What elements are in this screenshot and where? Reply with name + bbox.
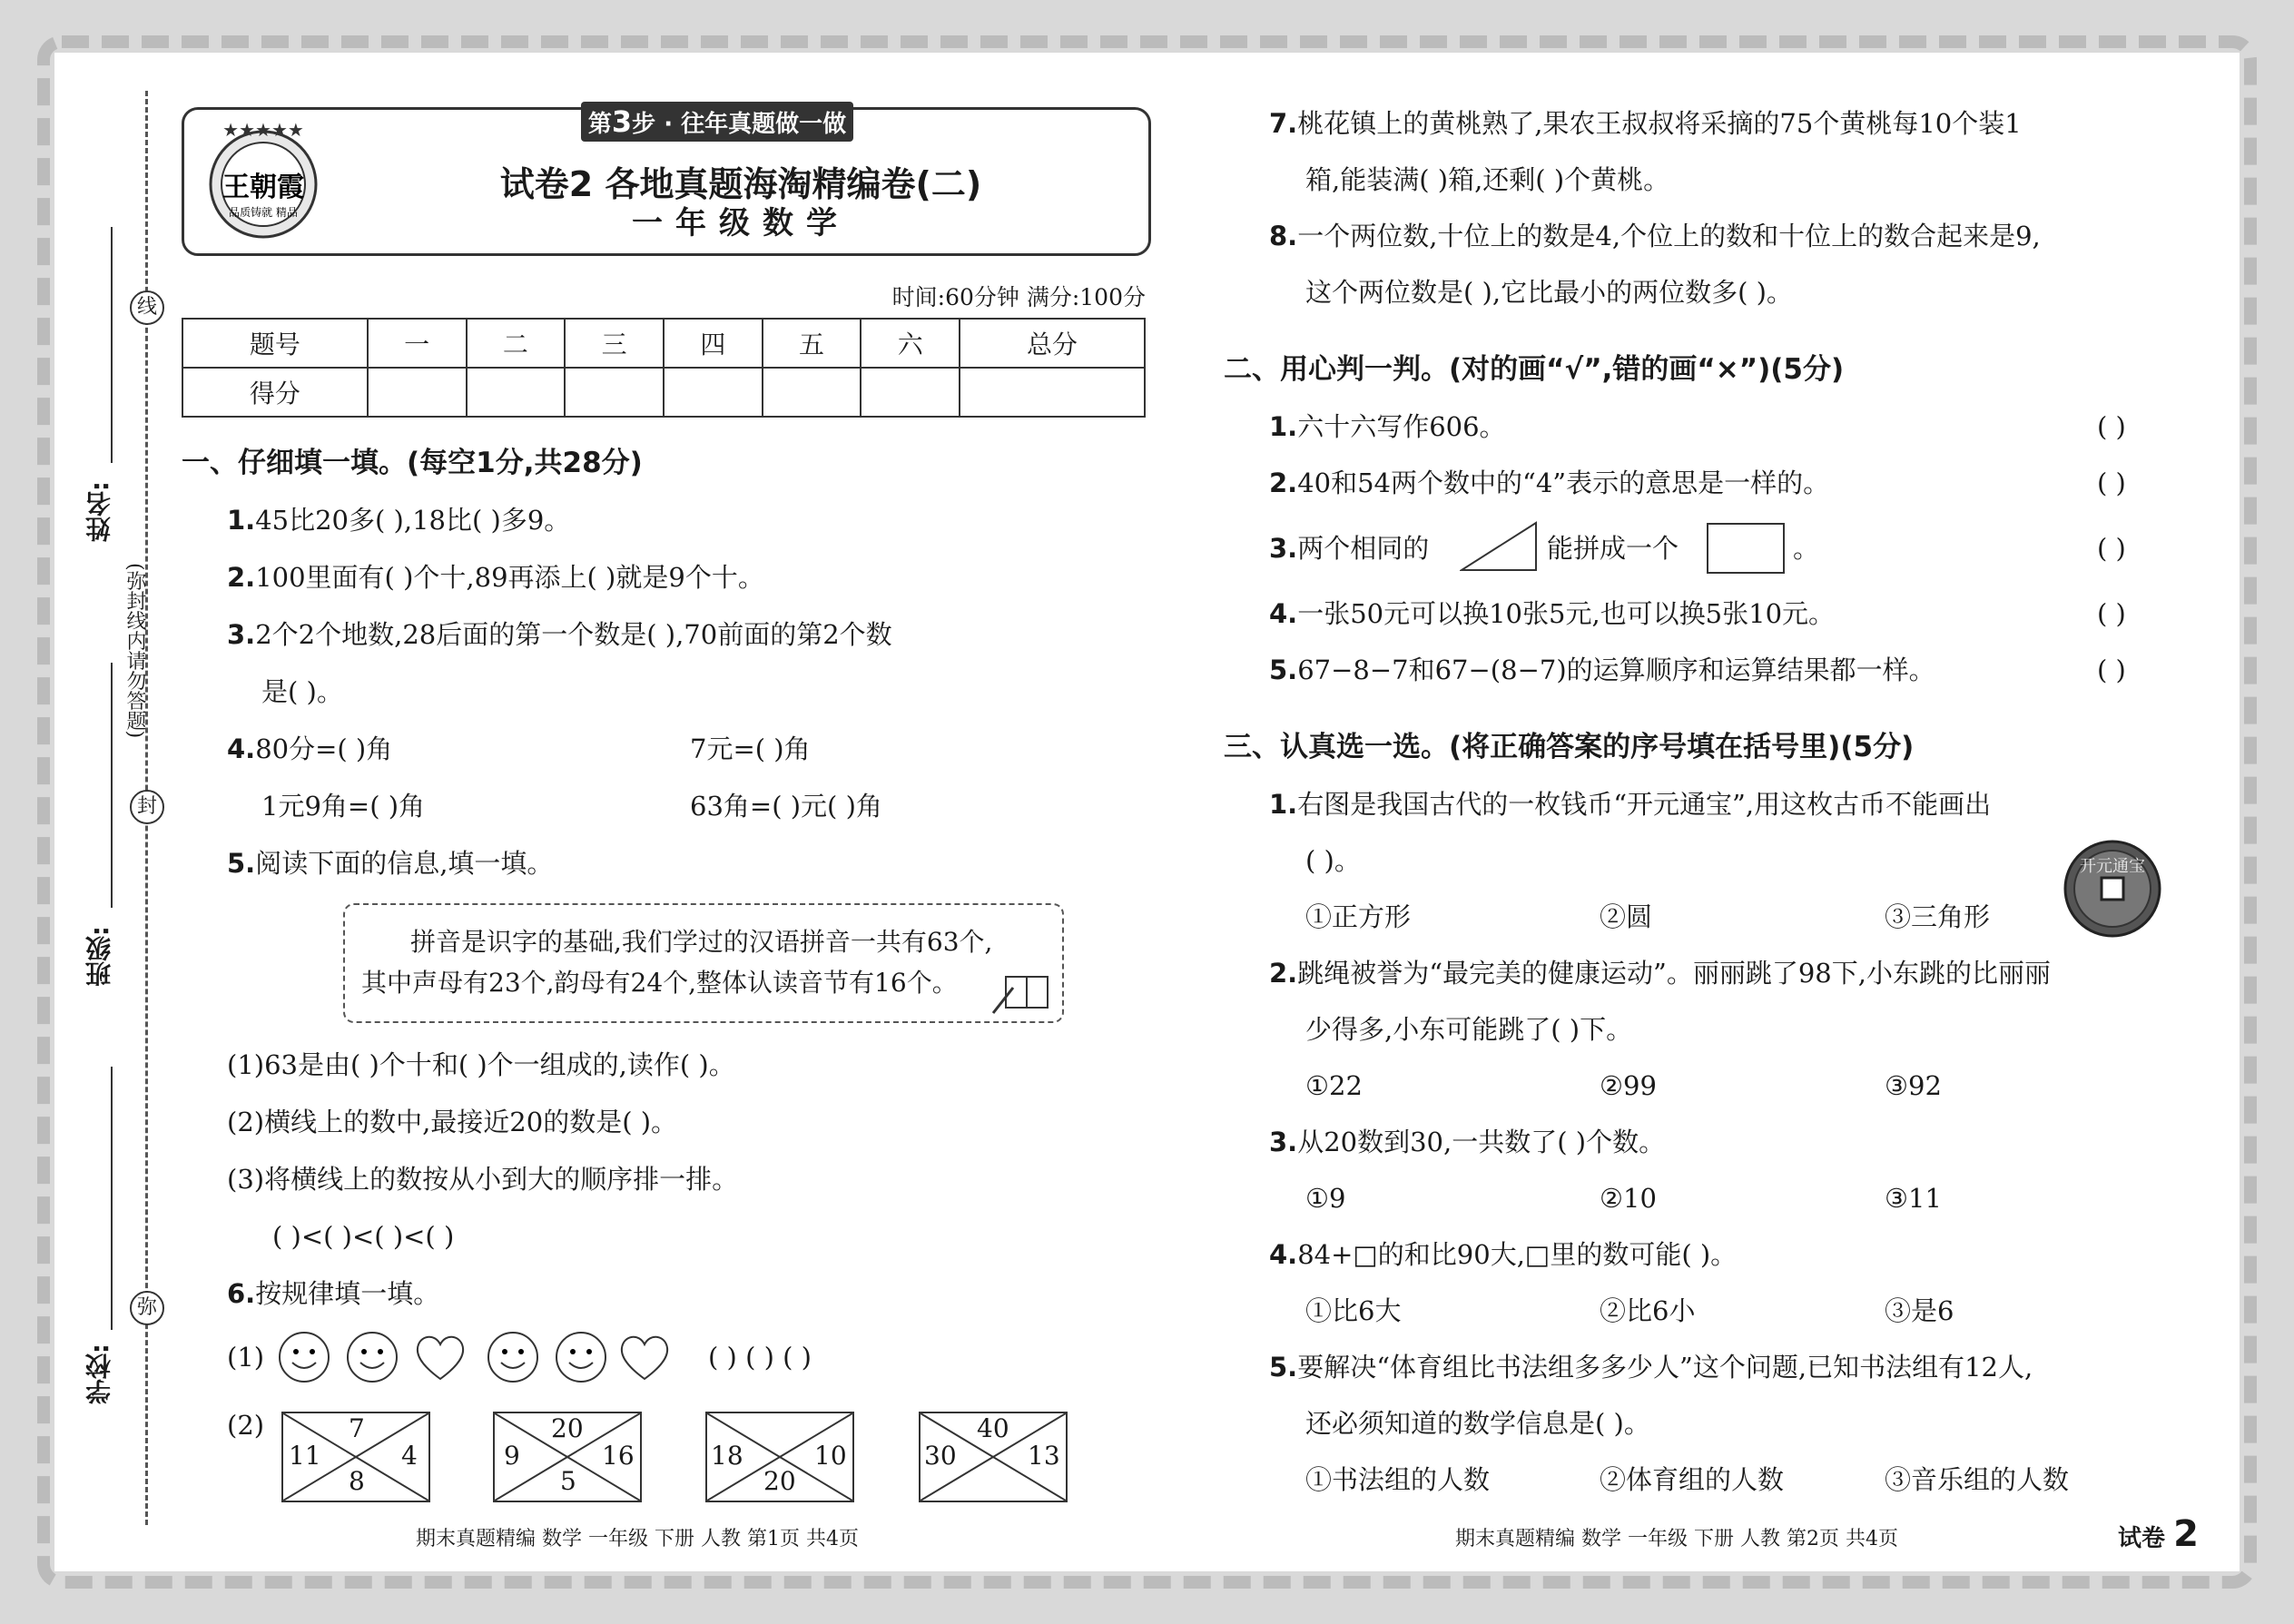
s3-q1-cont: ( )。: [1305, 845, 1361, 876]
s2-q1: 1.六十六写作606。: [1269, 411, 1506, 442]
s1-q3-cont: 是( )。: [261, 676, 343, 707]
svg-text:★★★★★: ★★★★★: [222, 119, 304, 141]
s1-q4d: 63角=( )元( )角: [690, 791, 882, 822]
s3-q4-opt3[interactable]: ③是6: [1885, 1295, 1954, 1326]
s3-q5: 5.要解决“体育组比书法组多多少人”这个问题,已知书法组有12人,: [1269, 1352, 2033, 1383]
section2-title: 二、用心判一判。(对的画“√”,错的画“×”)(5分): [1224, 353, 1845, 386]
s2-q3: 3.两个相同的: [1269, 533, 1430, 564]
class-line[interactable]: [111, 663, 113, 908]
s2-q2: 2.40和54两个数中的“4”表示的意思是一样的。: [1269, 468, 1830, 498]
s2-q4: 4.一张50元可以换10张5元,也可以换5张10元。: [1269, 598, 1836, 629]
s2-q3-mid: 能拼成一个: [1547, 533, 1679, 564]
svg-text:开元通宝: 开元通宝: [2080, 857, 2145, 876]
s1-q4c: 1元9角=( )角: [261, 791, 426, 822]
s1-q5-3: (3)将横线上的数按从小到大的顺序排一排。: [227, 1164, 739, 1195]
coin-icon: [2063, 839, 2162, 939]
s1-q2: 2.100里面有( )个十,89再添上( )就是9个十。: [227, 562, 764, 593]
s2-q5-answer[interactable]: ( ): [2097, 655, 2126, 685]
school-line[interactable]: [111, 1067, 113, 1330]
footer-left: 期末真题精编 数学 一年级 下册 人教 第1页 共4页: [416, 1528, 859, 1550]
s3-q3-opt3[interactable]: ③11: [1885, 1183, 1942, 1214]
s3-q4-opt1[interactable]: ①比6大: [1305, 1295, 1402, 1326]
score-table: 题号 一 二 三 四 五 六 总分 得分: [182, 318, 1146, 418]
time-score-info: 时间:60分钟 满分:100分: [891, 284, 1146, 310]
s1-q1: 1.45比20多( ),18比( )多9。: [227, 505, 571, 536]
info-line2: 其中声母有23个,韵母有24个,整体认读音节有16个。: [361, 968, 958, 998]
section1-title: 一、仔细填一填。(每空1分,共28分): [182, 447, 643, 479]
s2-q2-answer[interactable]: ( ): [2097, 468, 2126, 498]
rectangle-icon: [1707, 523, 1785, 574]
s3-q4: 4.84+□的和比90大,□里的数可能( )。: [1269, 1239, 1738, 1270]
s1-q6-1-label: (1): [227, 1342, 265, 1373]
logo-name: 王朝霞: [222, 172, 304, 203]
section3-title: 三、认真选一选。(将正确答案的序号填在括号里)(5分): [1224, 731, 1915, 763]
s1-q6-1-blanks: ( ) ( ) ( ): [708, 1342, 812, 1373]
paper-subtitle: 一年级数学: [632, 205, 850, 241]
logo-motto: 品质铸就 精品: [229, 206, 298, 219]
s3-q1-opt3[interactable]: ③三角形: [1885, 901, 1991, 932]
s2-q4-answer[interactable]: ( ): [2097, 598, 2126, 629]
s3-q2-opt3[interactable]: ③92: [1885, 1070, 1942, 1101]
heart-icon: [617, 1330, 672, 1384]
s3-q5-cont: 还必须知道的数学信息是( )。: [1305, 1408, 1650, 1439]
s1-q8-cont: 这个两位数是( ),它比最小的两位数多( )。: [1305, 277, 1793, 308]
book-pencil-icon: [989, 969, 1062, 1017]
info-line1: 拼音是识字的基础,我们学过的汉语拼音一共有63个,: [410, 927, 993, 957]
s3-q1-opt1[interactable]: ①正方形: [1305, 901, 1412, 932]
s1-q3: 3.2个2个地数,28后面的第一个数是( ),70前面的第2个数: [227, 619, 892, 650]
logo: [191, 116, 336, 243]
s1-q5-2: (2)横线上的数中,最接近20的数是( )。: [227, 1107, 678, 1137]
s3-q2-opt1[interactable]: ①22: [1305, 1070, 1363, 1101]
s1-q7-cont: 箱,能装满( )箱,还剩( )个黄桃。: [1305, 164, 1670, 195]
s3-q3-opt1[interactable]: ①9: [1305, 1183, 1346, 1214]
heart-icon: [413, 1330, 468, 1384]
s2-q3-end: 。: [1793, 533, 1820, 564]
s2-q1-answer[interactable]: ( ): [2097, 411, 2126, 442]
s1-q8: 8.一个两位数,十位上的数是4,个位上的数和十位上的数合起来是9,: [1269, 221, 2041, 251]
smiley-icon: [277, 1330, 331, 1384]
footer-right: 期末真题精编 数学 一年级 下册 人教 第2页 共4页: [1455, 1528, 1898, 1550]
school-label: 学校:: [84, 1343, 114, 1405]
s1-q6: 6.按规律填一填。: [227, 1278, 440, 1309]
s1-q7: 7.桃花镇上的黄桃熟了,果农王叔叔将采摘的75个黄桃每10个装1: [1269, 108, 2022, 139]
envelope-2: 20 9 16 5: [493, 1412, 642, 1502]
s2-q3-answer[interactable]: ( ): [2097, 533, 2126, 564]
s1-q5-1: (1)63是由( )个十和( )个一组成的,读作( )。: [227, 1049, 735, 1080]
paper-title: 试卷2 各地真题海淘精编卷(二): [499, 164, 982, 204]
triangle-icon: [1460, 521, 1538, 572]
seal-mark-seal: 封: [130, 790, 164, 824]
class-label: 班级:: [84, 926, 114, 988]
smiley-icon: [554, 1330, 608, 1384]
pinyin-info-box: [343, 903, 1064, 1023]
paper-number: 试卷 2: [2118, 1513, 2199, 1555]
s3-q1: 1.右图是我国古代的一枚钱币“开元通宝”,用这枚古币不能画出: [1269, 789, 1992, 820]
name-label: 姓名:: [84, 481, 114, 543]
name-line[interactable]: [111, 227, 113, 463]
seal-note: (弥封线内请勿答题): [123, 563, 146, 739]
smiley-icon: [486, 1330, 540, 1384]
s1-q5-3-order: ( )<( )<( )<( ): [272, 1221, 455, 1252]
s3-q2-cont: 少得多,小东可能跳了( )下。: [1305, 1014, 1633, 1045]
s3-q3-opt2[interactable]: ②10: [1600, 1183, 1657, 1214]
s3-q2: 2.跳绳被誉为“最完美的健康运动”。丽丽跳了98下,小东跳的比丽丽: [1269, 958, 2051, 989]
smiley-icon: [345, 1330, 399, 1384]
s1-q4a: 4.80分=( )角: [227, 733, 393, 764]
seal-mark-dense: 弥: [130, 1291, 164, 1325]
s3-q5-opt2[interactable]: ②体育组的人数: [1600, 1464, 1785, 1495]
s3-q4-opt2[interactable]: ②比6小: [1600, 1295, 1696, 1326]
s3-q3: 3.从20数到30,一共数了( )个数。: [1269, 1127, 1666, 1157]
s1-q5: 5.阅读下面的信息,填一填。: [227, 848, 554, 879]
s1-q4b: 7元=( )角: [690, 733, 811, 764]
s3-q5-opt3[interactable]: ③音乐组的人数: [1885, 1464, 2070, 1495]
s3-q1-opt2[interactable]: ②圆: [1600, 901, 1653, 932]
seal-mark-line: 线: [130, 290, 164, 325]
envelope-4: 40 30 13: [919, 1412, 1068, 1502]
s1-q6-2-label: (2): [227, 1410, 265, 1441]
s3-q2-opt2[interactable]: ②99: [1600, 1070, 1657, 1101]
s2-q5: 5.67−8−7和67−(8−7)的运算顺序和运算结果都一样。: [1269, 655, 1935, 685]
s3-q5-opt1[interactable]: ①书法组的人数: [1305, 1464, 1491, 1495]
step-banner: 第3步 · 往年真题做一做: [581, 102, 853, 142]
envelope-1: 7 11 4 8: [281, 1412, 430, 1502]
envelope-3: 18 10 20: [705, 1412, 854, 1502]
